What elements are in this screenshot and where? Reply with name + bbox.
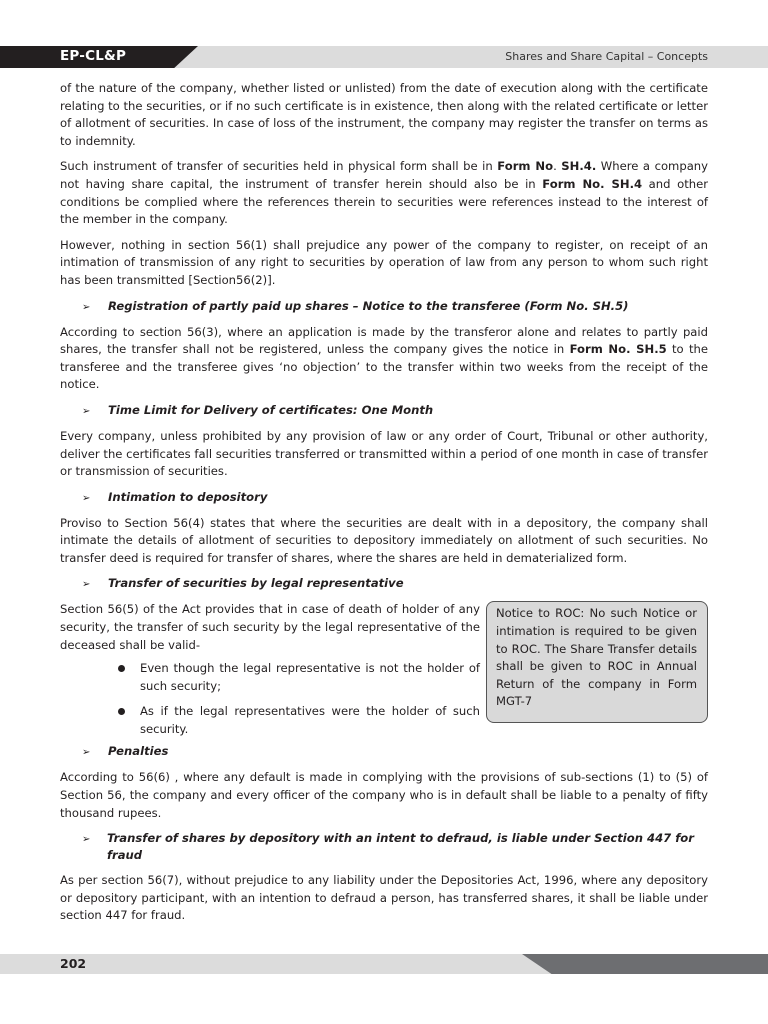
arrow-bullet-icon: ➢ [82,834,91,846]
arrow-bullet-icon: ➢ [82,579,91,591]
page-number: 202 [60,956,87,971]
chapter-title: Shares and Share Capital – Concepts [505,50,708,63]
paragraph: However, nothing in section 56(1) shall prejudice any power of the company to register, on receipt of an intimation of transmission of any right to securities by operation of law from any person to whom such right has been transmitted [Section56(2)]. [60,237,708,287]
section-heading: ➢ Penalties [82,743,708,761]
legal-rep-block [60,601,708,737]
section-heading: ➢ Time Limit for Delivery of certificates: One Month [82,402,708,420]
arrow-bullet-icon: ➢ [82,405,91,417]
page-content [60,80,708,933]
section-heading: ➢ Transfer of securities by legal representative [82,575,708,593]
paragraph: Section 56(5) of the Act provides that in case of death of holder of any security, the transfer of such security by the legal representative of the deceased shall be valid- [60,602,480,652]
footer-accent [522,954,768,974]
section-heading: ➢ Registration of partly paid up shares – Notice to the transferee (Form No. SH.5) [82,298,708,316]
bullet-dot-icon [118,708,125,715]
list-item: As if the legal representatives were the holder of such security. [118,703,480,738]
bullet-list [118,660,480,738]
legal-rep-text [60,601,480,746]
arrow-bullet-icon: ➢ [82,492,91,504]
arrow-bullet-icon: ➢ [82,301,91,313]
note-box: Notice to ROC: No such Notice or intimation is required to be given to ROC. The Share Transfer details shall be given to ROC in Annual Return of the company in Form MGT-7 [486,601,708,723]
paragraph: of the nature of the company, whether listed or unlisted) from the date of execution along with the certificate relating to the securities, or if no such certificate is in existence, then along with the related certificate or letter of allotment of securities. In case of loss of the instrument, the company may register the transfer on terms as to indemnity. [60,81,708,148]
arrow-bullet-icon: ➢ [82,747,91,759]
bullet-dot-icon [118,665,125,672]
section-heading: ➢ Intimation to depository [82,489,708,507]
paragraph: According to section 56(3), where an application is made by the transferor alone and relates to partly paid shares, the transfer shall not be registered, unless the company gives the notice in Form No. SH.5 to the transferee and the transferee gives ‘no objection’ to the transfer within two weeks from the receipt of the notice. [60,324,708,392]
section-heading: ➢ Transfer of shares by depository with an intent to defraud, is liable under Section 447 for fraud [82,831,694,863]
list-item: Even though the legal representative is not the holder of such security; [118,660,480,695]
paragraph: Such instrument of transfer of securities held in physical form shall be in Form No. SH.4. Where a company not having share capital, the instrument of transfer herein should also be in Form No. SH.4 and other conditions be complied where the references therein to securities were references instead to the interest of the member in the company. [60,159,709,227]
paragraph: According to 56(6) , where any default is made in complying with the provisions of sub-sections (1) to (5) of Section 56, the company and every officer of the company who is in default shall be liable to a penalty of fifty thousand rupees. [60,770,708,820]
paragraph: Every company, unless prohibited by any provision of law or any order of Court, Tribunal or other authority, deliver the certificates fall securities transferred or transmitted within a period of one month in case of transfer or transmission of securities. [60,428,708,479]
paragraph: Proviso to Section 56(4) states that where the securities are dealt with in a depository, the company shall intimate the details of allotment of securities to depository immediately on allotment of such securities. No transfer deed is required for transfer of shares, where the shares are held in dematerialized form. [60,515,708,565]
paragraph: As per section 56(7), without prejudice to any liability under the Depositories Act, 1996, where any depository or depository participant, with an intention to defraud a person, has transferred shares, it shall be liable under section 447 for fraud. [60,873,708,923]
book-code: EP-CL&P [60,48,127,64]
